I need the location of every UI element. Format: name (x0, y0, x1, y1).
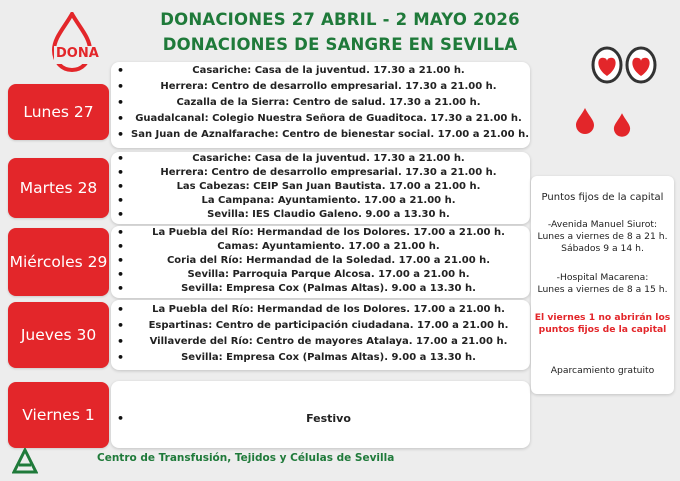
fixed-point-2-hours: Lunes a viernes de 8 a 15 h. (537, 284, 668, 295)
list-item: • Casariche: Casa de la juventud. 17.30 a 21.00 h. (111, 152, 530, 166)
junta-andalucia-logo-icon (12, 448, 38, 474)
list-item: • La Campana: Ayuntamiento. 17.00 a 21.00 h. (111, 194, 530, 208)
fixed-point-2-name: -Hospital Macarena: (556, 272, 649, 283)
day-label-jueves: Jueves 30 (8, 302, 109, 368)
list-item: • Sevilla: Parroquia Parque Alcosa. 17.00 a 21.00 h. (111, 268, 530, 282)
footer-text: Centro de Transfusión, Tejidos y Células de Sevilla (97, 452, 395, 464)
list-item: • Camas: Ayuntamiento. 17.00 a 21.00 h. (111, 240, 530, 254)
list-item: • Sevilla: Empresa Cox (Palmas Altas). 9.00 a 13.30 h. (111, 282, 530, 296)
list-item: • San Juan de Aznalfarache: Centro de bienestar social. 17.00 a 21.00 h. (111, 127, 530, 143)
list-item: • Coria del Río: Hermandad de la Soledad. 17.00 a 21.00 h. (111, 254, 530, 268)
logo-text: DONA (56, 46, 99, 61)
day-label-lunes: Lunes 27 (8, 84, 109, 140)
day-label-miercoles: Miércoles 29 (8, 228, 109, 296)
list-item: • Las Cabezas: CEIP San Juan Bautista. 17.00 a 21.00 h. (111, 180, 530, 194)
blood-drop-icon (575, 108, 595, 134)
fixed-points-heading: Puntos fijos de la capital (541, 192, 664, 203)
fixed-points-panel (531, 176, 674, 394)
junta-logo (12, 448, 38, 474)
list-item: • Guadalcanal: Colegio Nuestra Señora de Guaditoca. 17.30 a 21.00 h. (111, 111, 530, 127)
list-item: • Villaverde del Río: Centro de mayores Atalaya. 17.00 a 21.00 h. (111, 334, 530, 350)
notice-line-2: puntos fijos de la capital (538, 324, 667, 335)
list-item: • Casariche: Casa de la juventud. 17.30 a 21.00 h. (111, 63, 530, 79)
notice-line-1: El viernes 1 no abrirán los (534, 312, 671, 323)
dona-logo (48, 12, 99, 76)
schedule-panel-viernes (111, 381, 530, 448)
day-label-viernes: Viernes 1 (8, 382, 109, 448)
day-label-martes: Martes 28 (8, 158, 109, 218)
schedule-panel-lunes (111, 62, 530, 148)
list-item: • Sevilla: Empresa Cox (Palmas Altas). 9.00 a 13.30 h. (111, 350, 530, 366)
fixed-point-1-name: -Avenida Manuel Siurot: (547, 219, 658, 230)
schedule-panel-martes (111, 152, 530, 224)
fixed-point-1-hours: Lunes a viernes de 8 a 21 h. (537, 231, 668, 242)
list-item: • Sevilla: IES Claudio Galeno. 9.00 a 13.30 h. (111, 208, 530, 222)
page-title: DONACIONES 27 ABRIL - 2 MAYO 2026 (160, 10, 520, 29)
fixed-point-1-saturday: Sábados 9 a 14 h. (561, 243, 644, 254)
list-item: • Festivo (111, 411, 530, 427)
list-item: • Herrera: Centro de desarrollo empresarial. 17.30 a 21.00 h. (111, 166, 530, 180)
page-subtitle: DONACIONES DE SANGRE EN SEVILLA (162, 35, 518, 54)
decoration-heart-eyes (585, 38, 675, 138)
list-item: • La Puebla del Río: Hermandad de los Dolores. 17.00 a 21.00 h. (111, 226, 530, 240)
schedule-panel-jueves (111, 300, 530, 370)
list-item: • Espartinas: Centro de participación ciudadana. 17.00 a 21.00 h. (111, 318, 530, 334)
schedule-panel-miercoles (111, 226, 530, 298)
blood-drop-small-icon (613, 113, 631, 137)
parking-note: Aparcamiento gratuito (550, 365, 655, 376)
list-item: • Herrera: Centro de desarrollo empresarial. 17.30 a 21.00 h. (111, 79, 530, 95)
list-item: • La Puebla del Río: Hermandad de los Dolores. 17.00 a 21.00 h. (111, 302, 530, 318)
blood-drop-logo-icon (48, 12, 94, 76)
list-item: • Cazalla de la Sierra: Centro de salud. 17.30 a 21.00 h. (111, 95, 530, 111)
